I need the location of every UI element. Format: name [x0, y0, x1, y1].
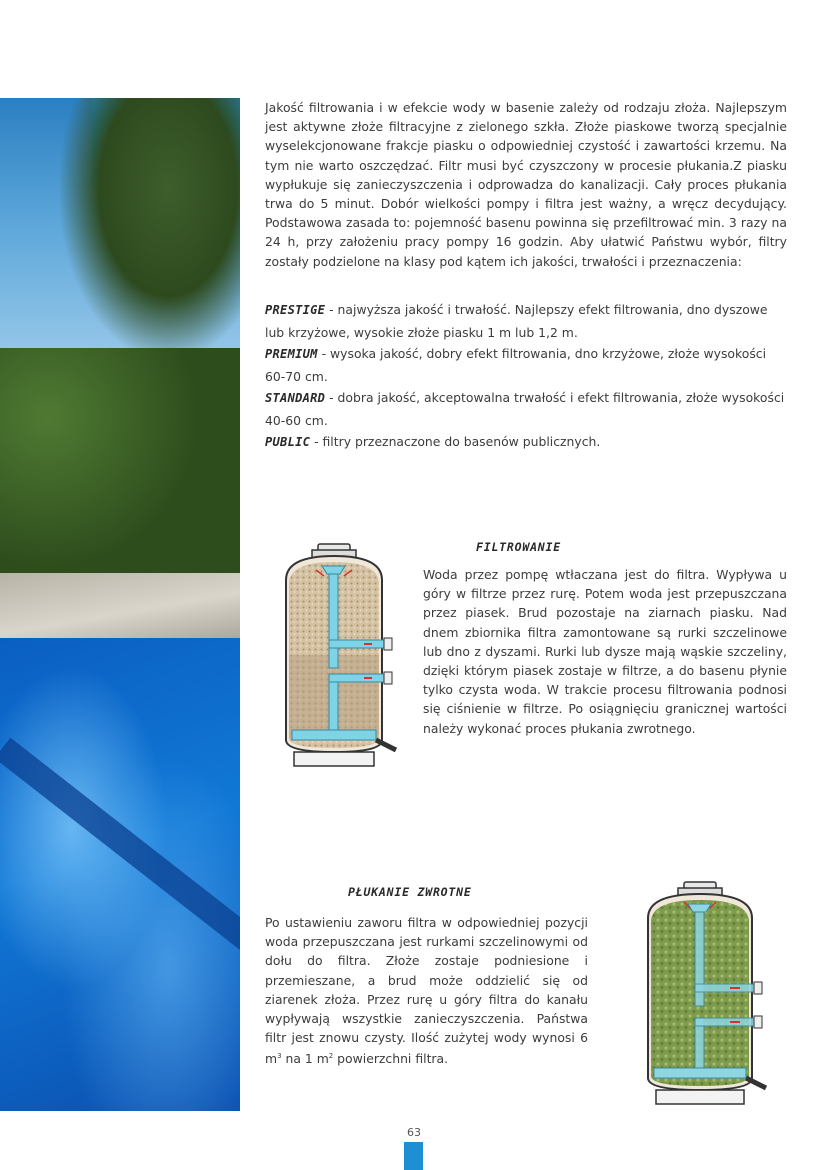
photo-hedge [0, 348, 240, 578]
class-prestige [265, 299, 787, 343]
photo-pool-water [0, 638, 240, 1111]
intro-paragraph: Jakość filtrowania i w efekcie wody w basenie zależy od rodzaju złoża. Najlepszym jest aktywne złoże filtracyjne z zielonego szkła. Złoże piaskowe tworzą specjalnie wyselekcjonowane frakcje piasku o odpowiedniej czystość i zawartości krzemu. Na tym nie warto oszczędzać. Filtr musi być czyszczony w procesie płukania.Z piasku wypłukuje się zanieczyszczenia i odprowadza do kanalizacji. Cały proces płukania trwa do 5 minut. Dobór wielkości pompy i filtra jest ważny, a wręcz decydujący. Podstawowa zasada to: pojemność basenu powinna się przefiltrować min. 3 razy na 24 h, przy założeniu pracy pompy 16 godzin. Aby ułatwić Państwu wybór, filtry zostały podzielone na klasy pod kątem ich jakości, trwałości i przeznaczenia: [265, 100, 787, 269]
class-desc: - filtry przeznaczone do basenów publicznych. [310, 434, 601, 449]
class-desc: - najwyższa jakość i trwałość. Najlepszy efekt filtrowania, dno dyszowe lub krzyżowe, wysokie złoże piasku 1 m lub 1,2 m. [265, 302, 768, 340]
class-name: STANDARD [265, 391, 326, 405]
sand-filter-illustration [278, 540, 408, 775]
pool-photo [0, 98, 240, 1111]
filter-classes [265, 299, 787, 454]
class-name: PREMIUM [265, 347, 318, 361]
class-name: PUBLIC [265, 435, 311, 449]
class-public [265, 431, 787, 454]
filtering-text: Woda przez pompę wtłaczana jest do filtra. Wypływa u góry w filtrze przez rurę. Potem woda jest przepuszczana przez piasek. Brud pozostaje na ziarnach piasku. Nad dnem zbiornika filtra zamontowane są rurki szczelinowe lub dno z dyszami. Rurki lub dysze mają wąskie szczeliny, dzięki którym piasek zostaje w filtrze, a do basenu płynie tylko czysta woda. W trakcie procesu filtrowania podnosi się ciśnienie w filtrze. Po osiągnięciu granicznej wartości należy wykonać proces płukania zwrotnego. [423, 567, 787, 736]
photo-pool-deck [0, 573, 240, 643]
backwash-text-b: na 1 m [281, 1051, 329, 1067]
glass-filter-illustration [640, 878, 775, 1113]
class-standard [265, 387, 787, 431]
photo-tree [60, 98, 240, 358]
backwash-heading: PŁUKANIE ZWROTNE [348, 885, 472, 899]
backwash-text-c: powierzchni filtra. [333, 1051, 449, 1067]
page-tab [404, 1142, 423, 1170]
backwash-text-a: Po ustawieniu zaworu filtra w odpowiedniej pozycji woda przepuszczana jest rurkami szczelinowymi od dołu do filtra. Złoże zostaje podniesione i przemieszane, a brud może oddzielić się od ziarenek złoża. Przez rurę u góry filtra do kanału wypływają wszystkie zanieczyszczenia. Państwa filtr jest znowu czysty. Ilość zużytej wody wynosi 6 m [265, 915, 588, 1067]
unit-superscript: 2 [328, 1052, 334, 1061]
page-number: 63 [407, 1126, 421, 1139]
class-name: PRESTIGE [265, 303, 326, 317]
class-premium [265, 343, 787, 387]
backwash-text [265, 913, 588, 1069]
filtering-heading: FILTROWANIE [476, 540, 561, 554]
unit-superscript: 3 [277, 1052, 282, 1061]
class-desc: - wysoka jakość, dobry efekt filtrowania, dno krzyżowe, złoże wysokości 60-70 cm. [265, 346, 767, 384]
class-desc: - dobra jakość, akceptowalna trwałość i efekt filtrowania, złoże wysokości 40-60 cm. [265, 390, 785, 428]
